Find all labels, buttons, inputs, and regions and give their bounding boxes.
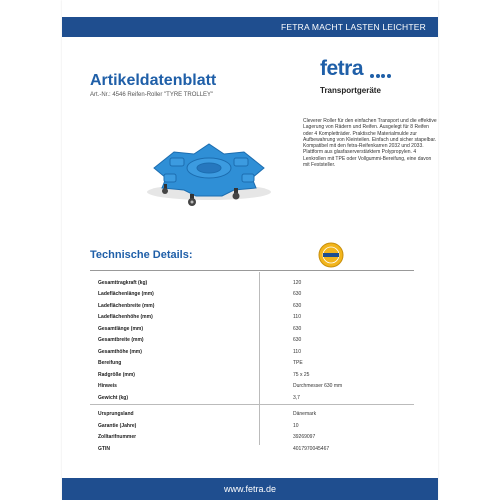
section-title: Technische Details: xyxy=(90,249,193,261)
origin-label: GTIN xyxy=(98,445,110,452)
slogan: FETRA MACHT LASTEN LEICHTER xyxy=(280,22,426,32)
spec-value: 3,7 xyxy=(293,394,300,401)
logo-dots-icon xyxy=(370,74,391,78)
spec-label: Gesamtlänge (mm) xyxy=(98,325,144,332)
spec-value: 110 xyxy=(293,314,301,321)
origin-value: 10 xyxy=(293,422,299,429)
table-row xyxy=(90,392,414,404)
table-row xyxy=(90,369,414,381)
table-row xyxy=(90,312,414,324)
table-row xyxy=(90,432,414,444)
table-row xyxy=(90,420,414,432)
spec-label: Ladeflächenhöhe (mm) xyxy=(98,314,153,321)
spec-value: 630 xyxy=(293,337,302,344)
spec-value: 110 xyxy=(293,348,301,355)
spec-value: 630 xyxy=(293,302,302,309)
spec-label: Ladeflächenlänge (mm) xyxy=(98,291,154,298)
table-row xyxy=(90,323,414,335)
spec-label: Radgröße (mm) xyxy=(98,371,135,378)
spec-label: Hinweis xyxy=(98,383,117,390)
spec-value: 630 xyxy=(293,291,302,298)
document-title: Artikeldatenblatt xyxy=(90,72,217,89)
logo-wordmark: fetra xyxy=(320,57,364,80)
spec-label: Gesamttragkraft (kg) xyxy=(98,279,148,286)
footer-url[interactable]: www.fetra.de xyxy=(223,484,277,494)
table-row xyxy=(90,335,414,347)
table-row xyxy=(90,346,414,358)
tyre-trolley-image xyxy=(134,118,284,208)
product-description: Cleverer Roller für den einfachen Transport und die effektive Lagerung von Rädern und Reifen. Ausgelegt für 8 Reifen oder 4 Kompletträder. Praktische Materialmulde zur Aufbewahrung von Kleinteilen. Einfach und sicher stapelbar. Kompatibel mit den fetra-Reifenkarren 2032 und 2033. Plattform aus glasfaserverstärktem Polypropylen. 4 Lenkrollen mit TPE oder Vollgummi-Bereifung, eine davon mit Feststeller. xyxy=(303,118,437,169)
footer-banner xyxy=(62,478,438,500)
table-row xyxy=(90,289,414,301)
spec-label: Gesamthöhe (mm) xyxy=(98,348,142,355)
table-row xyxy=(90,358,414,370)
origin-value: 39269097 xyxy=(293,434,316,441)
origin-label: Garantie (Jahre) xyxy=(98,422,137,429)
table-row xyxy=(90,300,414,312)
origin-label: Zolltarifnummer xyxy=(98,434,137,441)
spec-label: Ladeflächenbreite (mm) xyxy=(98,302,155,309)
table-row xyxy=(90,277,414,289)
warranty-badge-icon xyxy=(318,242,344,268)
table-top-rule xyxy=(90,270,414,271)
spec-value: 630 xyxy=(293,325,302,332)
spec-value: 75 x 25 xyxy=(293,371,310,378)
origin-value: 4017970045467 xyxy=(293,445,330,452)
table-row xyxy=(90,381,414,393)
spec-label: Gewicht (kg) xyxy=(98,394,129,401)
spec-label: Bereifung xyxy=(98,360,122,367)
article-number: Art.-Nr.: 4546 Reifen-Roller "TYRE TROLLEY" xyxy=(90,92,214,98)
spec-table xyxy=(90,277,414,455)
spec-value: Durchmesser 630 mm xyxy=(293,383,343,390)
table-row xyxy=(90,443,414,455)
table-row xyxy=(90,409,414,421)
origin-value: Dänemark xyxy=(293,411,317,418)
origin-label: Ursprungsland xyxy=(98,411,134,418)
datasheet-page xyxy=(62,0,438,500)
spec-value: TPE xyxy=(293,360,303,367)
top-banner xyxy=(62,17,438,37)
spec-label: Gesamtbreite (mm) xyxy=(98,337,144,344)
spec-value: 120 xyxy=(293,279,302,286)
fetra-logo xyxy=(320,57,400,102)
logo-tagline: Transportgeräte xyxy=(320,86,381,95)
table-mid-rule xyxy=(90,404,414,405)
